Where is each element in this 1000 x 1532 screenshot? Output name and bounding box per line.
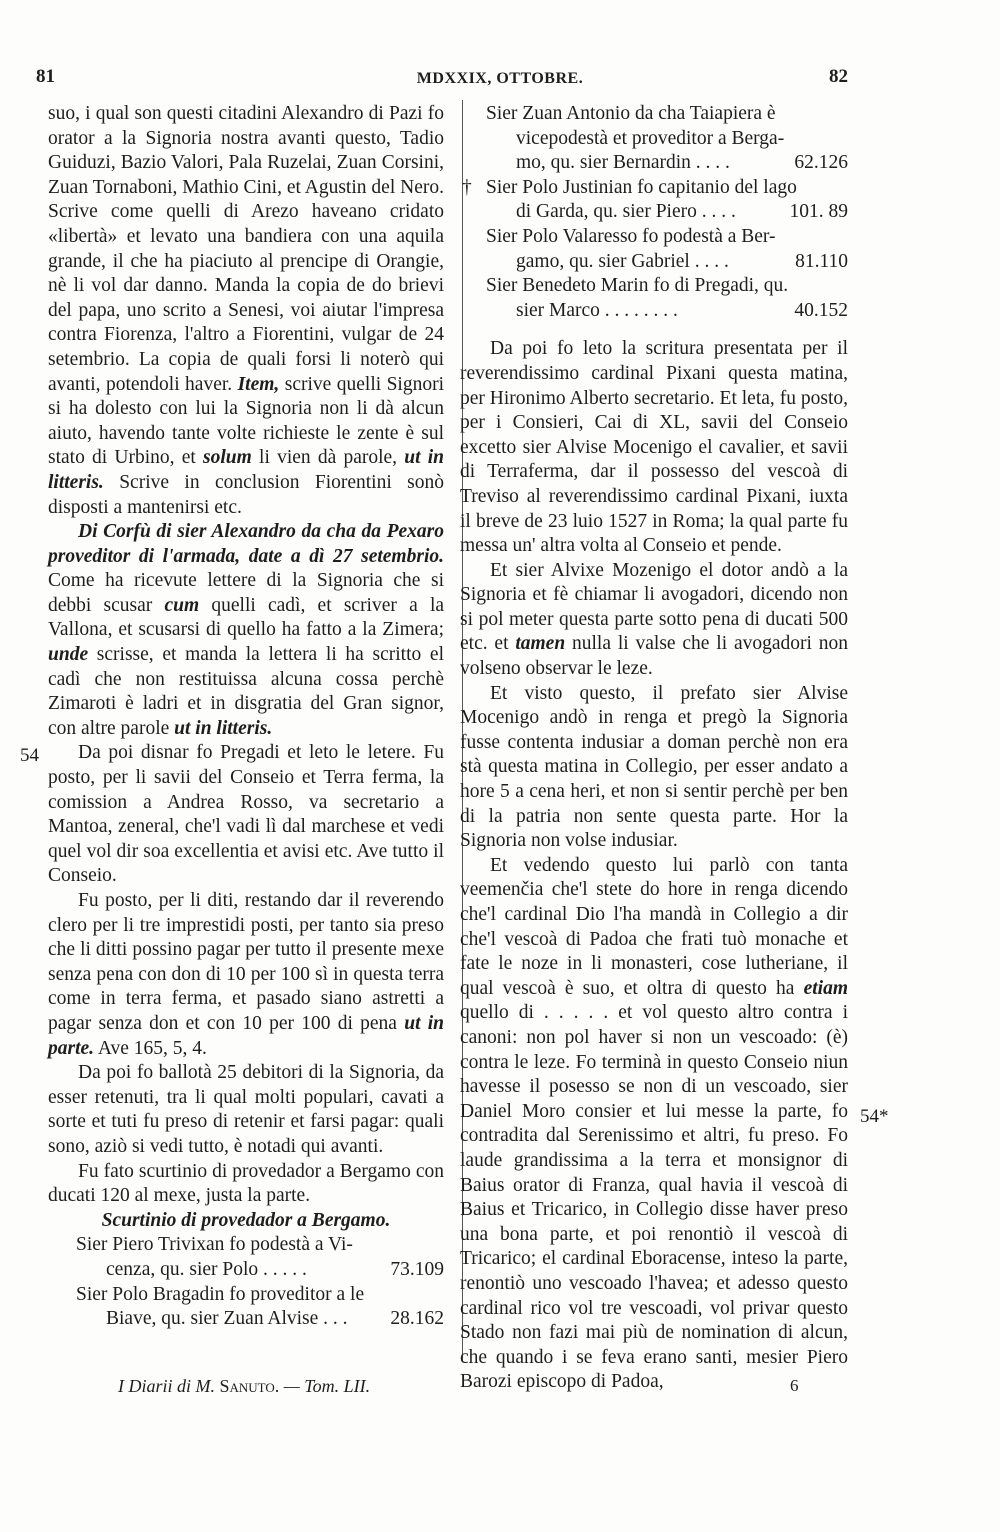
right-column <box>460 102 848 1395</box>
vote-count: 62.126 <box>794 152 848 174</box>
ledger-list <box>48 1233 444 1331</box>
signature-mark: 6 <box>790 1376 799 1395</box>
paragraph: Da poi fo ballotà 25 debitori di la Signoria, da esser retenuti, tra li qual molti populari, cavati a sorte et tuti fu preso di retenir et farsi pagar: quali sono, aziò si vedi tutto, è notadi qui avanti. <box>48 1062 444 1157</box>
ledger-entry: Sier Piero Trivixan fo podestà a Vi- cenza, qu. sier Polo . . . . . 73.109 <box>48 1233 444 1282</box>
left-column <box>48 102 444 1332</box>
paragraph: Di Corfù di sier Alexandro da cha da Pexaro proveditor di l'armada, date a dì 27 setembrio. Come ha ricevute lettere di la Signoria che si debbi scusar cum quelli cadì, et scriver a la Vallona, et scusarsi di quello ha fatto a la Zimera; unde scrisse, et manda la lettera li ha scritto el cadì che non restituissa alcuna cossa perchè Zimaroti è ladri et in disgratia del Gran signor, con altre parole ut in litteris. <box>48 521 445 739</box>
margin-note-left: 54 <box>20 745 39 766</box>
dagger-mark: † <box>462 176 472 198</box>
page-number-left: 81 <box>36 66 55 87</box>
paragraph: Da poi disnar fo Pregadi et leto le letere. Fu posto, per li savii del Conseio et Terra ferma, la comission a Andrea Rosso, va secretario a Mantoa, zeneral, che'l vadi lì dal marchese et vedi quel vol dir soa excellentia et avisi etc. Ave tutto il Conseio. <box>48 742 444 887</box>
vote-count: 73.109 <box>390 1258 444 1280</box>
footer-citation: I Diarii di M. Sanuto. — Tom. LII. <box>118 1376 371 1396</box>
section-subtitle: Scurtinio di provedador a Bergamo. <box>101 1209 391 1231</box>
margin-note-right: 54* <box>860 1106 889 1127</box>
ledger-entry: † Sier Polo Justinian fo capitanio del lago di Garda, qu. sier Piero . . . . 101. 89 <box>460 176 848 225</box>
vote-count: 28.162 <box>390 1308 444 1330</box>
ledger-entry: Sier Benedeto Marin fo di Pregadi, qu. sier Marco . . . . . . . . 40.152 <box>460 274 848 323</box>
paragraph: suo, i qual son questi citadini Alexandro di Pazi fo orator a la Signoria nostra avanti questo, Tadio Guiduzi, Bazio Valori, Pala Ruzelai, Zuan Corsini, Zuan Tornaboni, Mathio Cini, et Agustin del Nero. Scrive come quelli di Arezo haveano cridato «libertà» et levato una bandiera con una aquila grande, il che ha piaciuto al prencipe di Orangie, nè li vol dar danno. Manda la copia de do brievi del papa, uno scrito a Senesi, voi aiutar l'impresa contra Fiorenza, l'altro a Fiorentini, vulgar de 24 setembrio. La copia de quali forsi li noterò qui avanti, potendoli haver. Item, scrive quelli Signori si ha dolesto con lui la Signoria non li dà alcun aiuto, havendo tante volte richieste le zente è sul stato di Urbino, et solum li vien dà parole, ut in litteris. Scrive in conclusion Fiorentini sonò disposti a mantenirsi etc. <box>48 103 445 518</box>
paragraph: Et vedendo questo lui parlò con tanta veemenčia che'l stete do hore in renga dicendo che'l cardinal Dio l'ha mandà in Collegio a dir che'l vescoà di Padoa che frati tuò monache et fate le noze in li monasteri, cose lutheriane, il qual vescoà è suo, et oltra di questo ha etiam quello di . . . . . et vol questo altro contra i canoni: non pol haver si non un vescoado: (è) contra le leze. Fo terminà in questo Conseio niun havesse il posesso se non di un vescoado, sier Daniel Moro consier et lui messe la parte, fo contradita dal Serenissimo et altri, fu preso. Fo laude grandissima a la terra et monsignor di Baius orator di Franza, qual havia il vescoà di Baius et Tricarico, in Collegio disse haver preso una bona parte, et poi renontiò il vescoà di Tricarico; el cardinal Eboracense, inteso la parte, renontiò uno vescoado l'havea; et adesso questo cardinal rico vol tre vescoadi, vol privar questo Stado non fazi mai più de nomination di alcun, che quando i se feva erano santi, mesier Piero Barozi episcopo di Padoa, <box>460 854 848 1393</box>
running-title: MDXXIX, OTTOBRE. <box>416 70 584 87</box>
vote-count: 40.152 <box>794 299 848 321</box>
paragraph: Da poi fo leto la scritura presentata per il reverendissimo cardinal Pixani questa matina, per Hironimo Alberto secretario. Et leta, fu posto, per i Consieri, Cai di XL, savii del Conseio excetto sier Alvise Mocenigo el cavalier, et savii di Terraferma, dar il possesso del vescoà di Treviso al reverendissimo cardinal Pixani, iuxta il breve de 23 luio 1527 in Roma; la qual parte fu messa un' altra volta al Conseio et pende. <box>460 338 848 557</box>
vote-count: 81.110 <box>795 250 848 272</box>
author-name: Sanuto. <box>219 1376 280 1396</box>
paragraph: Et sier Alvixe Mozenigo el dotor andò a la Signoria et fè chiamar li avogadori, dicendo non si pol meter questa parte sotto pena di ducati 500 etc. et tamen nulla li valse che li avogadori non volseno observar le leze. <box>460 559 848 680</box>
paragraph: Et visto questo, il prefato sier Alvise Mocenigo andò in renga et pregò la Signoria fusse contenta indusiar a doman perchè non era stà questa matina in Collegio, per esser andato a hore 5 a cena heri, et non si sentir perchè per ben di la patria non sente questa parte. Hor la Signoria non volse indusiar. <box>460 682 848 852</box>
ledger-entry: Sier Polo Valaresso fo podestà a Ber- gamo, qu. sier Gabriel . . . . 81.110 <box>460 225 848 274</box>
paragraph: Fu fato scurtinio di provedador a Bergamo con ducati 120 al mexe, justa la parte. <box>48 1160 444 1207</box>
page-number-right: 82 <box>829 66 848 87</box>
ledger-entry: Sier Polo Bragadin fo proveditor a le Biave, qu. sier Zuan Alvise . . . 28.162 <box>48 1283 444 1332</box>
ledger-list <box>460 102 848 323</box>
paragraph: Fu posto, per li diti, restando dar il reverendo clero per li tre imprestidi posti, per tanto sia preso che li ditti possino pagar per tutto il presente mexe senza pena con don di 10 per 100 sì in questa terra come in terra ferma, et pasado siano astretti a pagar senza don et con 10 per 100 di pena ut in parte. Ave 165, 5, 4. <box>48 890 444 1059</box>
vote-count: 101. 89 <box>789 201 848 223</box>
ledger-entry: Sier Zuan Antonio da cha Taiapiera è vicepodestà et proveditor a Berga- mo, qu. sier Bernardin . . . . 62.126 <box>460 102 848 176</box>
